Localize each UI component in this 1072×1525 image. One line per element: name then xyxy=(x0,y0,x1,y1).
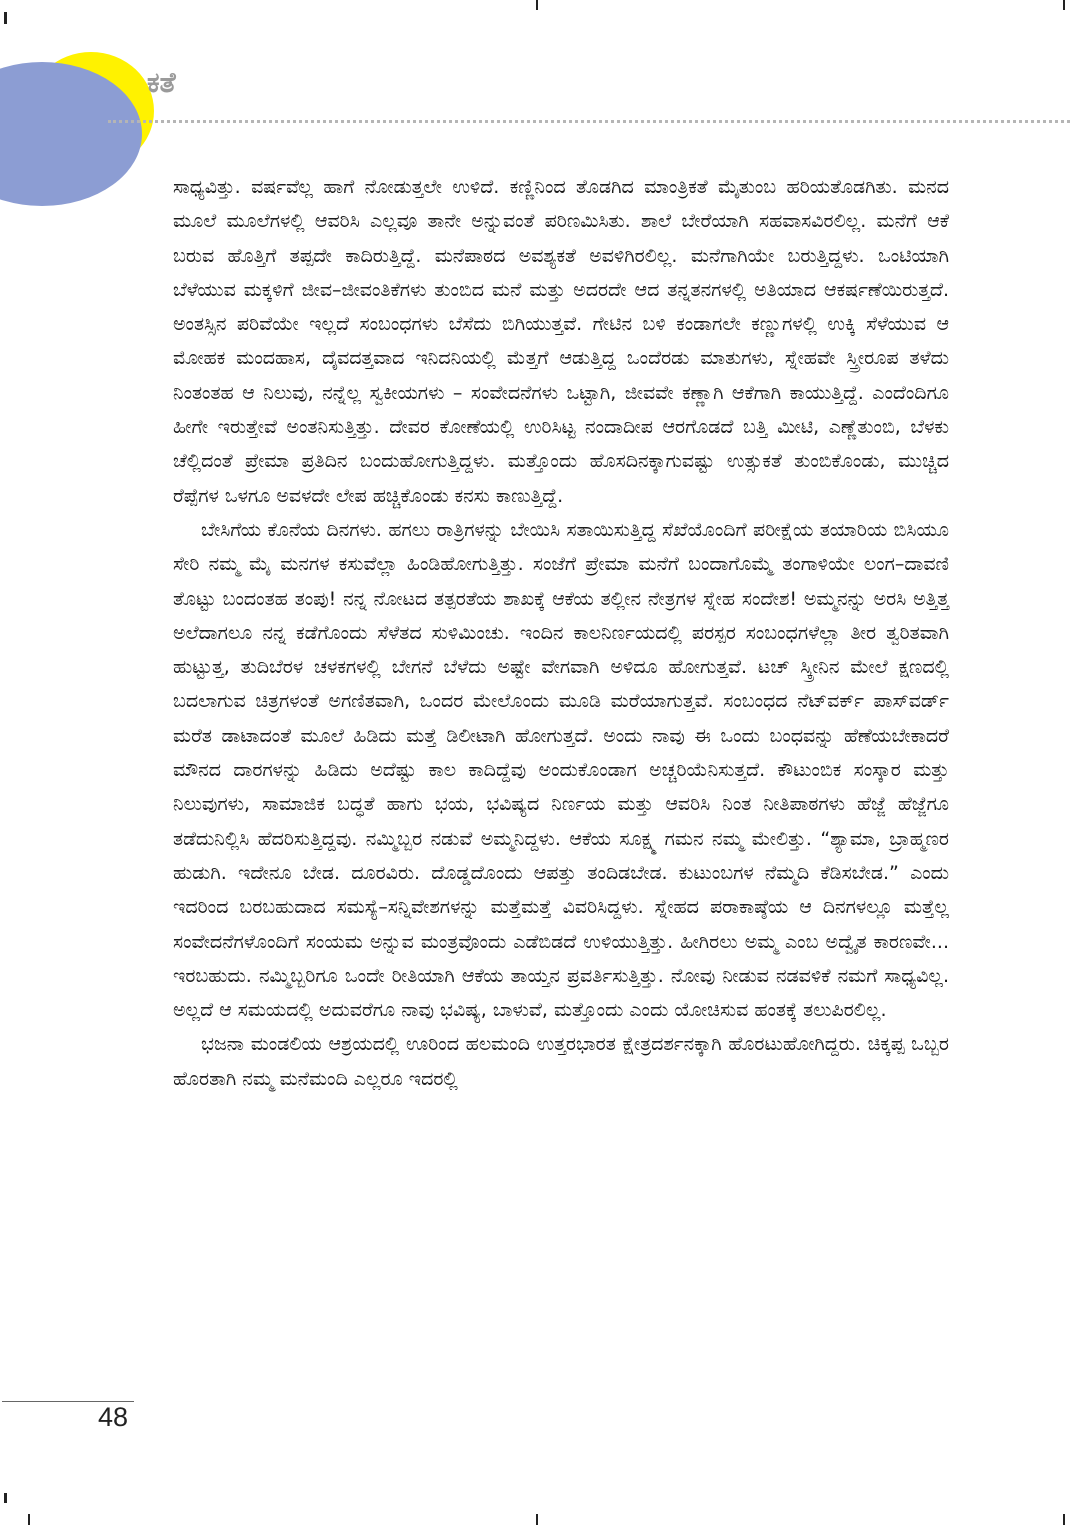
page-number: 48 xyxy=(98,1402,129,1432)
paragraph-3: ಭಜನಾ ಮಂಡಲಿಯ ಆಶ್ರಯದಲ್ಲಿ ಊರಿಂದ ಹಲಮಂದಿ ಉತ್ತರಭಾರತ ಕ್ಷೇತ್ರದರ್ಶನಕ್ಕಾಗಿ ಹೊರಟುಹೋಗಿದ್ದರು. ಚಿಕ್ಕಪ್ಪ ಒಬ್ಬರ ಹೊರತಾಗಿ ನಮ್ಮ ಮನೆಮಂದಿ ಎಲ್ಲರೂ ಇದರಲ್ಲಿ xyxy=(173,1033,949,1090)
crop-mark-bottom-left xyxy=(4,1493,7,1503)
crop-mark-top-left xyxy=(4,12,7,24)
crop-mark-bottom-center xyxy=(536,1514,538,1525)
crop-mark-top-right xyxy=(1063,0,1065,10)
section-title: ಕತೆ xyxy=(147,66,176,99)
paragraph-2: ಬೇಸಿಗೆಯ ಕೊನೆಯ ದಿನಗಳು. ಹಗಲು ರಾತ್ರಿಗಳನ್ನು ಬೇಯಿಸಿ ಸತಾಯಿಸುತ್ತಿದ್ದ ಸೆಖೆಯೊಂದಿಗೆ ಪರೀಕ್ಷೆಯ ತಯಾರಿಯ ಬಿಸಿಯೂ ಸೇರಿ ನಮ್ಮ ಮೈ ಮನಗಳ ಕಸುವೆಲ್ಲಾ ಹಿಂಡಿಹೋಗುತ್ತಿತ್ತು. ಸಂಜೆಗೆ ಪ್ರೇಮಾ ಮನೆಗೆ ಬಂದಾಗೊಮ್ಮೆ ತಂಗಾಳಿಯೇ ಲಂಗ–ದಾವಣಿ ತೊಟ್ಟು ಬಂದಂತಹ ತಂಪು! ನನ್ನ ನೋಟದ ತತ್ಪರತೆಯ ಶಾಖಕ್ಕೆ ಆಕೆಯ ತಲ್ಲೀನ ನೇತ್ರಗಳ ಸ್ನೇಹ ಸಂದೇಶ! ಅಮ್ಮನನ್ನು ಅರಸಿ ಅತ್ತಿತ್ತ ಅಲೆದಾಗಲೂ ನನ್ನ ಕಡೆಗೊಂದು ಸೆಳೆತದ ಸುಳಿಮಿಂಚು. ಇಂದಿನ ಕಾಲನಿರ್ಣಯದಲ್ಲಿ ಪರಸ್ಪರ ಸಂಬಂಧಗಳೆಲ್ಲಾ ತೀರ ತ್ವರಿತವಾಗಿ ಹುಟ್ಟುತ್ತ, ತುದಿಬೆರಳ ಚಳಕಗಳಲ್ಲಿ ಬೇಗನೆ ಬೆಳೆದು ಅಷ್ಟೇ ವೇಗವಾಗಿ ಅಳಿದೂ ಹೋಗುತ್ತವೆ. ಟಚ್ ಸ್ಕ್ರೀನಿನ ಮೇಲೆ ಕ್ಷಣದಲ್ಲಿ ಬದಲಾಗುವ ಚಿತ್ರಗಳಂತೆ ಅಗಣಿತವಾಗಿ, ಒಂದರ ಮೇಲೊಂದು ಮೂಡಿ ಮರೆಯಾಗುತ್ತವೆ. ಸಂಬಂಧದ ನೆಟ್‌ವರ್ಕ್ ಪಾಸ್‌ವರ್ಡ್ ಮರೆತ ಡಾಟಾದಂತೆ ಮೂಲೆ ಹಿಡಿದು ಮತ್ತೆ ಡಿಲೀಟಾಗಿ ಹೋಗುತ್ತದೆ. ಅಂದು ನಾವು ಈ ಒಂದು ಬಂಧವನ್ನು ಹೆಣೆಯಬೇಕಾದರೆ ಮೌನದ ದಾರಗಳನ್ನು ಹಿಡಿದು ಅದೆಷ್ಟು ಕಾಲ ಕಾದಿದ್ದೆವು ಅಂದುಕೊಂಡಾಗ ಅಚ್ಚರಿಯೆನಿಸುತ್ತದೆ. ಕೌಟುಂಬಿಕ ಸಂಸ್ಕಾರ ಮತ್ತು ನಿಲುವುಗಳು, ಸಾಮಾಜಿಕ ಬದ್ಧತೆ ಹಾಗು ಭಯ, ಭವಿಷ್ಯದ ನಿರ್ಣಯ ಮತ್ತು ಆವರಿಸಿ ನಿಂತ ನೀತಿಪಾಠಗಳು ಹೆಜ್ಜೆ ಹೆಜ್ಜೆಗೂ ತಡೆದುನಿಲ್ಲಿಸಿ ಹೆದರಿಸುತ್ತಿದ್ದವು. ನಮ್ಮಿಬ್ಬರ ನಡುವೆ ಅಮ್ಮನಿದ್ದಳು. ಆಕೆಯ ಸೂಕ್ಷ್ಮ ಗಮನ ನಮ್ಮ ಮೇಲಿತ್ತು. “ಶ್ಯಾಮಾ, ಬ್ರಾಹ್ಮಣರ ಹುಡುಗಿ. ಇದೇನೂ ಬೇಡ. ದೂರವಿರು. ದೊಡ್ಡದೊಂದು ಆಪತ್ತು ತಂದಿಡಬೇಡ. ಕುಟುಂಬಗಳ ನೆಮ್ಮದಿ ಕೆಡಿಸಬೇಡ.” ಎಂದು ಇದರಿಂದ ಬರಬಹುದಾದ ಸಮಸ್ಯೆ–ಸನ್ನಿವೇಶಗಳನ್ನು ಮತ್ತೆಮತ್ತೆ ವಿವರಿಸಿದ್ದಳು. ಸ್ನೇಹದ ಪರಾಕಾಷ್ಠೆಯ ಆ ದಿನಗಳಲ್ಲೂ ಮತ್ತೆಲ್ಲ ಸಂವೇದನೆಗಳೊಂದಿಗೆ ಸಂಯಮ ಅನ್ನುವ ಮಂತ್ರವೊಂದು ಎಡೆಬಿಡದೆ ಉಳಿಯುತ್ತಿತ್ತು. ಹೀಗಿರಲು ಅಮ್ಮ ಎಂಬ ಅದ್ವೈತ ಕಾರಣವೇ... ಇರಬಹುದು. ನಮ್ಮಿಬ್ಬರಿಗೂ ಒಂದೇ ರೀತಿಯಾಗಿ ಆಕೆಯ ತಾಯ್ತನ ಪ್ರವರ್ತಿಸುತ್ತಿತ್ತು. ನೋವು ನೀಡುವ ನಡವಳಿಕೆ ನಮಗೆ ಸಾಧ್ಯವಿಲ್ಲ. ಅಲ್ಲದೆ ಆ ಸಮಯದಲ್ಲಿ ಅದುವರೆಗೂ ನಾವು ಭವಿಷ್ಯ, ಬಾಳುವೆ, ಮತ್ತೊಂದು ಎಂದು ಯೋಚಿಸುವ ಹಂತಕ್ಕೆ ತಲುಪಿರಲಿಲ್ಲ. xyxy=(173,518,949,1022)
crop-mark-bottom-left-2 xyxy=(28,1514,30,1525)
crop-mark-bottom-right xyxy=(1063,1514,1065,1525)
article-body xyxy=(173,170,949,1096)
crop-mark-top-center xyxy=(536,0,538,10)
paragraph-1: ಸಾಧ್ಯವಿತ್ತು. ವರ್ಷವೆಲ್ಲ ಹಾಗೆ ನೋಡುತ್ತಲೇ ಉಳಿದೆ. ಕಣ್ಣಿನಿಂದ ತೊಡಗಿದ ಮಾಂತ್ರಿಕತೆ ಮೈತುಂಬ ಹರಿಯತೊಡಗಿತು. ಮನದ ಮೂಲೆ ಮೂಲೆಗಳಲ್ಲಿ ಆವರಿಸಿ ಎಲ್ಲವೂ ತಾನೇ ಅನ್ನುವಂತೆ ಪರಿಣಮಿಸಿತು. ಶಾಲೆ ಬೇರೆಯಾಗಿ ಸಹವಾಸವಿರಲಿಲ್ಲ. ಮನೆಗೆ ಆಕೆ ಬರುವ ಹೊತ್ತಿಗೆ ತಪ್ಪದೇ ಕಾದಿರುತ್ತಿದ್ದೆ. ಮನೆಪಾಠದ ಅವಶ್ಯಕತೆ ಅವಳಿಗಿರಲಿಲ್ಲ. ಮನೆಗಾಗಿಯೇ ಬರುತ್ತಿದ್ದಳು. ಒಂಟಿಯಾಗಿ ಬೆಳೆಯುವ ಮಕ್ಕಳಿಗೆ ಜೀವ–ಜೀವಂತಿಕೆಗಳು ತುಂಬಿದ ಮನೆ ಮತ್ತು ಅದರದೇ ಆದ ತನ್ನತನಗಳಲ್ಲಿ ಅತಿಯಾದ ಆಕರ್ಷಣೆಯಿರುತ್ತದೆ. ಅಂತಸ್ಸಿನ ಪರಿವೆಯೇ ಇಲ್ಲದೆ ಸಂಬಂಧಗಳು ಬೆಸೆದು ಬಿಗಿಯುತ್ತವೆ. ಗೇಟಿನ ಬಳಿ ಕಂಡಾಗಲೇ ಕಣ್ಣುಗಳಲ್ಲಿ ಉಕ್ಕಿ ಸೆಳೆಯುವ ಆ ಮೋಹಕ ಮಂದಹಾಸ, ದೈವದತ್ತವಾದ ಇನಿದನಿಯಲ್ಲಿ ಮೆತ್ತಗೆ ಆಡುತ್ತಿದ್ದ ಒಂದೆರಡು ಮಾತುಗಳು, ಸ್ನೇಹವೇ ಸ್ತ್ರೀರೂಪ ತಳೆದು ನಿಂತಂತಹ ಆ ನಿಲುವು, ನನ್ನೆಲ್ಲ ಸ್ವಕೀಯಗಳು – ಸಂವೇದನೆಗಳು ಒಟ್ಟಾಗಿ, ಜೀವವೇ ಕಣ್ಣಾಗಿ ಆಕೆಗಾಗಿ ಕಾಯುತ್ತಿದ್ದೆ. ಎಂದೆಂದಿಗೂ ಹೀಗೇ ಇರುತ್ತೇವೆ ಅಂತನಿಸುತ್ತಿತ್ತು. ದೇವರ ಕೋಣೆಯಲ್ಲಿ ಉರಿಸಿಟ್ಟ ನಂದಾದೀಪ ಆರಗೊಡದೆ ಬತ್ತಿ ಮೀಟಿ, ಎಣ್ಣೆತುಂಬಿ, ಬೆಳಕು ಚೆಲ್ಲಿದಂತೆ ಪ್ರೇಮಾ ಪ್ರತಿದಿನ ಬಂದುಹೋಗುತ್ತಿದ್ದಳು. ಮತ್ತೊಂದು ಹೊಸದಿನಕ್ಕಾಗುವಷ್ಟು ಉತ್ಸುಕತೆ ತುಂಬಿಕೊಂಡು, ಮುಚ್ಚಿದ ರೆಪ್ಪೆಗಳ ಒಳಗೂ ಅವಳದೇ ಲೇಪ ಹಚ್ಚಿಕೊಂಡು ಕನಸು ಕಾಣುತ್ತಿದ್ದೆ. xyxy=(173,176,949,507)
dotted-divider xyxy=(108,120,1070,123)
